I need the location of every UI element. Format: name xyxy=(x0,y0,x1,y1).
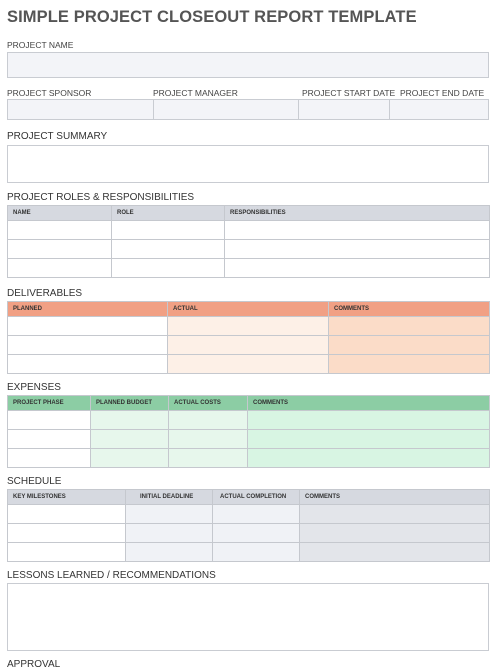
project-summary-field[interactable] xyxy=(7,145,489,183)
expenses-header-planned-budget: PLANNED BUDGET xyxy=(91,396,169,411)
table-row xyxy=(8,355,490,374)
table-row xyxy=(8,430,490,449)
table-cell[interactable] xyxy=(8,259,112,278)
table-cell[interactable] xyxy=(112,221,225,240)
table-cell[interactable] xyxy=(213,524,300,543)
approval-heading: APPROVAL xyxy=(7,659,61,670)
roles-header-row xyxy=(8,206,490,221)
table-row xyxy=(8,524,490,543)
table-cell[interactable] xyxy=(112,240,225,259)
schedule-header-initial-deadline: INITIAL DEADLINE xyxy=(126,490,213,505)
table-cell[interactable] xyxy=(8,524,126,543)
project-manager-field[interactable] xyxy=(153,99,299,120)
table-cell[interactable] xyxy=(126,543,213,562)
project-sponsor-label: PROJECT SPONSOR xyxy=(7,88,92,98)
deliverables-header-planned: PLANNED xyxy=(8,302,168,317)
table-cell[interactable] xyxy=(8,240,112,259)
roles-heading: PROJECT ROLES & RESPONSIBILITIES xyxy=(7,192,195,203)
table-cell[interactable] xyxy=(8,355,168,374)
table-cell[interactable] xyxy=(126,505,213,524)
schedule-table xyxy=(7,489,490,562)
project-name-field[interactable] xyxy=(7,52,489,78)
table-cell[interactable] xyxy=(126,524,213,543)
table-cell[interactable] xyxy=(329,355,490,374)
table-cell[interactable] xyxy=(91,430,169,449)
table-row xyxy=(8,317,490,336)
table-cell[interactable] xyxy=(169,449,248,468)
schedule-header-comments: COMMENTS xyxy=(300,490,490,505)
expenses-header-project-phase: PROJECT PHASE xyxy=(8,396,91,411)
table-cell[interactable] xyxy=(169,430,248,449)
table-cell[interactable] xyxy=(8,505,126,524)
table-cell[interactable] xyxy=(225,259,490,278)
table-cell[interactable] xyxy=(8,543,126,562)
roles-table xyxy=(7,205,490,278)
project-manager-label: PROJECT MANAGER xyxy=(153,88,238,98)
table-cell[interactable] xyxy=(225,221,490,240)
roles-header-role: ROLE xyxy=(112,206,225,221)
deliverables-table xyxy=(7,301,490,374)
table-cell[interactable] xyxy=(213,543,300,562)
table-row xyxy=(8,543,490,562)
table-cell[interactable] xyxy=(329,336,490,355)
deliverables-heading: DELIVERABLES xyxy=(7,288,83,299)
table-cell[interactable] xyxy=(8,221,112,240)
table-cell[interactable] xyxy=(91,449,169,468)
table-cell[interactable] xyxy=(225,240,490,259)
expenses-table xyxy=(7,395,490,468)
schedule-header-actual-completion: ACTUAL COMPLETION xyxy=(213,490,300,505)
roles-header-name: NAME xyxy=(8,206,112,221)
table-cell[interactable] xyxy=(8,336,168,355)
table-cell[interactable] xyxy=(300,505,490,524)
lessons-heading: LESSONS LEARNED / RECOMMENDATIONS xyxy=(7,570,216,581)
expenses-header-row xyxy=(8,396,490,411)
table-cell[interactable] xyxy=(112,259,225,278)
project-start-date-label: PROJECT START DATE xyxy=(302,88,396,98)
schedule-header-row xyxy=(8,490,490,505)
table-cell[interactable] xyxy=(248,411,490,430)
expenses-heading: EXPENSES xyxy=(7,382,61,393)
project-sponsor-field[interactable] xyxy=(7,99,154,120)
table-cell[interactable] xyxy=(168,336,329,355)
table-row xyxy=(8,240,490,259)
table-cell[interactable] xyxy=(168,355,329,374)
table-cell[interactable] xyxy=(8,411,91,430)
lessons-field[interactable] xyxy=(7,583,489,651)
roles-header-responsibilities: RESPONSIBILITIES xyxy=(225,206,490,221)
page-title: SIMPLE PROJECT CLOSEOUT REPORT TEMPLATE xyxy=(7,8,417,26)
project-end-date-field[interactable] xyxy=(389,99,489,120)
table-cell[interactable] xyxy=(248,449,490,468)
project-end-date-label: PROJECT END DATE xyxy=(400,88,485,98)
schedule-header-key-milestones: KEY MILESTONES xyxy=(8,490,126,505)
project-start-date-field[interactable] xyxy=(298,99,390,120)
table-cell[interactable] xyxy=(300,524,490,543)
table-cell[interactable] xyxy=(91,411,169,430)
table-cell[interactable] xyxy=(213,505,300,524)
table-cell[interactable] xyxy=(329,317,490,336)
expenses-header-actual-costs: ACTUAL COSTS xyxy=(169,396,248,411)
expenses-header-comments: COMMENTS xyxy=(248,396,490,411)
project-summary-heading: PROJECT SUMMARY xyxy=(7,131,108,142)
table-row xyxy=(8,411,490,430)
deliverables-header-row xyxy=(8,302,490,317)
table-row xyxy=(8,259,490,278)
deliverables-header-comments: COMMENTS xyxy=(329,302,490,317)
table-row xyxy=(8,449,490,468)
table-cell[interactable] xyxy=(8,430,91,449)
table-cell[interactable] xyxy=(169,411,248,430)
table-cell[interactable] xyxy=(248,430,490,449)
table-row xyxy=(8,505,490,524)
table-row xyxy=(8,336,490,355)
table-cell[interactable] xyxy=(300,543,490,562)
table-cell[interactable] xyxy=(8,449,91,468)
deliverables-header-actual: ACTUAL xyxy=(168,302,329,317)
project-name-label: PROJECT NAME xyxy=(7,40,74,50)
table-cell[interactable] xyxy=(8,317,168,336)
table-row xyxy=(8,221,490,240)
schedule-heading: SCHEDULE xyxy=(7,476,62,487)
table-cell[interactable] xyxy=(168,317,329,336)
